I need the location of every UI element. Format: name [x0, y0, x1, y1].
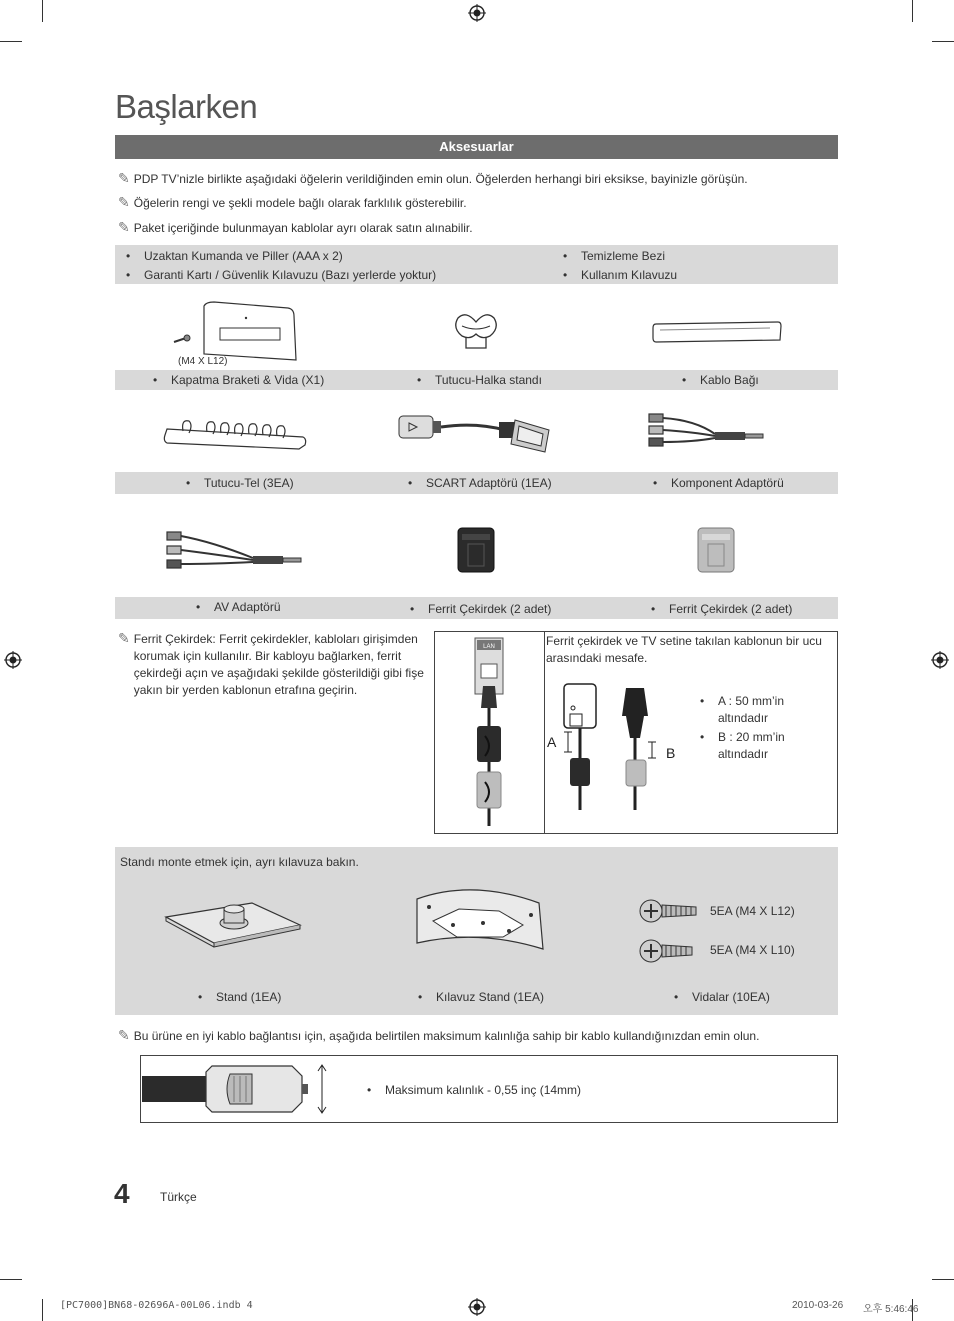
- list-item: • Kullanım Kılavuzu: [563, 268, 677, 282]
- screw-m4-l12-icon: [638, 896, 700, 926]
- footer-date: 2010-03-26: [792, 1300, 844, 1311]
- list-item: • Kapatma Braketi & Vida (X1): [153, 373, 324, 387]
- list-item: • Vidalar (10EA): [674, 990, 770, 1004]
- list-item: • Stand (1EA): [198, 990, 281, 1004]
- list-item: • Garanti Kartı / Güvenlik Kılavuzu (Bazı yerlerde yoktur): [126, 268, 436, 282]
- max-thickness: • Maksimum kalınlık - 0,55 inç (14mm): [367, 1083, 581, 1097]
- ferrite-note: ✎ Ferrit Çekirdek: Ferrit çekirdekler, kabloları girişimden korumak için kullanılır. Bir kabloyu bağlarken, ferrit çekirdeği açın ve aşağıdaki şekilde gösterildiği gibi fişe yakın bir yerden kablonun etrafına geçirin.: [118, 630, 424, 697]
- pencil-note-icon: ✎: [118, 194, 130, 210]
- label-b: B: [666, 745, 676, 761]
- list-item: • Temizleme Bezi: [563, 249, 665, 263]
- holder-wire-illustration: [163, 415, 308, 453]
- list-item: • Kablo Bağı: [682, 373, 759, 387]
- ferrite-core-black-illustration: [454, 524, 498, 576]
- ferrite-core-gray-illustration: [694, 524, 738, 576]
- list-item: • Kılavuz Stand (1EA): [418, 990, 544, 1004]
- list-item: • Uzaktan Kumanda ve Piller (AAA x 2): [126, 249, 343, 263]
- distance-title: Ferrit çekirdek ve TV setine takılan kablonun bir ucu arasındaki mesafe.: [546, 634, 822, 665]
- lan-label: LAN: [483, 644, 495, 650]
- registration-mark-icon: [468, 1298, 486, 1316]
- list-item: • Ferrit Çekirdek (2 adet): [651, 602, 792, 616]
- list-item: • Tutucu-Halka standı: [417, 373, 542, 387]
- screw-spec-2: 5EA (M4 X L10): [710, 943, 795, 957]
- stand-note: Standı monte etmek için, ayrı kılavuza bakın.: [120, 855, 359, 869]
- section-header: Aksesuarlar: [115, 135, 838, 159]
- cable-tie-illustration: [650, 318, 785, 346]
- av-adapter-illustration: [163, 528, 308, 573]
- label-a: A: [547, 734, 557, 750]
- registration-mark-icon: [468, 4, 486, 22]
- list-item: • Komponent Adaptörü: [653, 476, 784, 490]
- distance-b: • B : 20 mm’in altındadır: [700, 730, 785, 761]
- screw-label: (M4 X L12): [178, 356, 228, 367]
- pencil-note-icon: ✎: [118, 170, 130, 186]
- pencil-note-icon: ✎: [118, 630, 130, 646]
- list-item: • Ferrit Çekirdek (2 adet): [410, 602, 551, 616]
- lan-cable-ferrite-illustration: [465, 636, 515, 828]
- note-2: ✎ Öğelerin rengi ve şekli modele bağlı olarak farklılık gösterebilir.: [118, 194, 467, 210]
- ferrite-distance-illustration: [548, 680, 678, 815]
- scart-adapter-illustration: [395, 408, 555, 458]
- frame-divider: [544, 632, 545, 833]
- page-number: 4: [114, 1178, 130, 1209]
- pencil-note-icon: ✎: [118, 219, 130, 235]
- registration-mark-icon: [4, 651, 22, 669]
- language-label: Türkçe: [160, 1190, 197, 1204]
- screw-spec-1: 5EA (M4 X L12): [710, 904, 795, 918]
- note-3: ✎ Paket içeriğinde bulunmayan kablolar ayrı olarak satın alınabilir.: [118, 219, 473, 235]
- cable-plug-illustration: [142, 1062, 332, 1116]
- distance-a: • A : 50 mm’in altındadır: [700, 694, 785, 725]
- stand-illustration: [160, 895, 305, 955]
- list-item: • Tutucu-Tel (3EA): [186, 476, 294, 490]
- note-1: ✎ PDP TV’nizle birlikte aşağıdaki öğelerin verildiğinden emin olun. Öğelerden herhangi biri eksikse, bayinizle görüşün.: [118, 170, 748, 186]
- page-title: Başlarken: [115, 88, 258, 125]
- screw-m4-l10-icon: [638, 936, 696, 966]
- list-item: • SCART Adaptörü (1EA): [408, 476, 552, 490]
- guide-stand-illustration: [413, 885, 548, 960]
- list-item: • AV Adaptörü: [196, 600, 281, 614]
- footer-time: 오후 5:46:46: [863, 1304, 919, 1315]
- cable-note: ✎ Bu ürüne en iyi kablo bağlantısı için, aşağıda belirtilen maksimum kalınlığa sahip bir kablo kullandığınızdan emin olun.: [118, 1027, 760, 1043]
- pencil-note-icon: ✎: [118, 1027, 130, 1043]
- footer-file: [PC7000]BN68-02696A-00L06.indb 4: [60, 1300, 253, 1311]
- component-adapter-illustration: [645, 410, 775, 458]
- registration-mark-icon: [931, 651, 949, 669]
- holder-ring-illustration: [452, 308, 500, 354]
